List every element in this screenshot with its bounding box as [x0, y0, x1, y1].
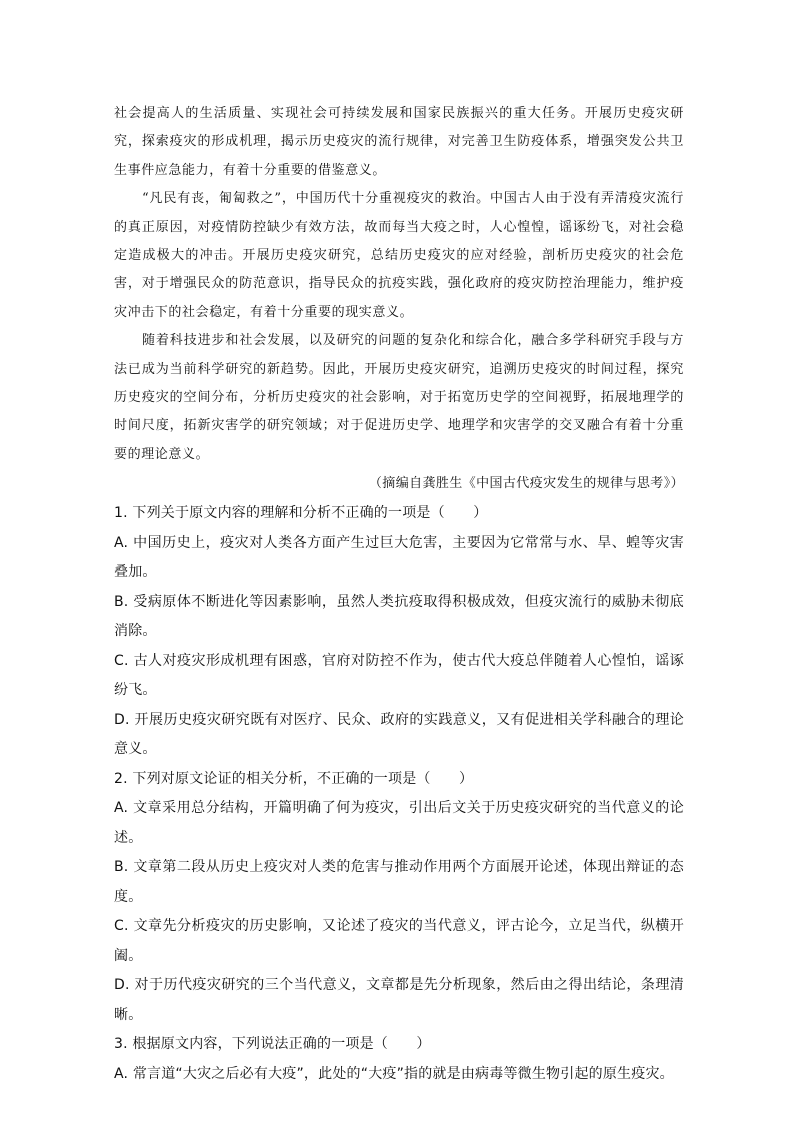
question-1-option-c: C. 古人对疫灾形成机理有困惑，官府对防控不作为，使古代大疫总伴随着人心惶怕，谣诼纷飞。	[114, 652, 684, 699]
question-2-option-b: B. 文章第二段从历史上疫灾对人类的危害与推动作用两个方面展开论述，体现出辩证的态度。	[114, 859, 684, 905]
question-1-option-a: A. 中国历史上，疫灾对人类各方面产生过巨大危害，主要因为它常常与水、旱、蝗等灾害叠加。	[114, 534, 684, 581]
question-1-stem: 1. 下列关于原文内容的理解和分析不正确的一项是（ ）	[114, 505, 488, 522]
question-2-stem: 2. 下列对原文论证的相关分析，不正确的一项是（ ）	[114, 770, 474, 787]
passage-source: （摘编自龚胜生《中国古代疫灾发生的规律与思考》）	[368, 476, 684, 492]
question-1-option-b: B. 受病原体不断进化等因素影响，虽然人类抗疫取得积极成效，但疫灾流行的威胁未彻底消除。	[114, 593, 684, 640]
questions	[114, 499, 684, 1089]
passage-paragraph-1: 社会提高人的生活质量、实现社会可持续发展和国家民族振兴的重大任务。开展历史疫灾研究，探索疫灾的形成机理，揭示历史疫灾的流行规律，对完善卫生防疫体系，增强突发公共卫生事件应急能力，有着十分重要的借鉴意义。	[114, 106, 684, 178]
reading-passage	[114, 100, 684, 469]
question-2-option-a: A. 文章采用总分结构，开篇明确了何为疫灾，引出后文关于历史疫灾研究的当代意义的论述。	[114, 800, 684, 846]
passage-paragraph-2: “凡民有丧，匍匐救之”，中国历代十分重视疫灾的救治。中国古人由于没有弄清疫灾流行的真正原因，对疫情防控缺少有效方法，故而每当大疫之时，人心惶惶，谣诼纷飞，对社会稳定造成极大的冲击。开展历史疫灾研究，总结历史疫灾的应对经验，剖析历史疫灾的社会危害，对于增强民众的防范意识，指导民众的抗疫实践，强化政府的疫灾防控治理能力，维护疫灾冲击下的社会稳定，有着十分重要的现实意义。	[114, 191, 684, 320]
passage-paragraph-3: 随着科技进步和社会发展，以及研究的问题的复杂化和综合化，融合多学科研究手段与方法已成为当前科学研究的新趋势。因此，开展历史疫灾研究，追溯历史疫灾的时间过程，探究历史疫灾的空间分布，分析历史疫灾的社会影响，对于拓宽历史学的空间视野，拓展地理学的时间尺度，拓新灾害学的研究领域；对于促进历史学、地理学和灾害学的交叉融合有着十分重要的理论意义。	[114, 333, 684, 462]
question-1-option-d: D. 开展历史疫灾研究既有对医疗、民众、政府的实践意义，又有促进相关学科融合的理论意义。	[114, 711, 684, 758]
question-2-option-d: D. 对于历代疫灾研究的三个当代意义，文章都是先分析现象，然后由之得出结论，条理清晰。	[114, 977, 684, 1023]
document-page	[114, 100, 684, 1089]
question-3-stem: 3. 根据原文内容，下列说法正确的一项是（ ）	[114, 1036, 431, 1053]
question-2-option-c: C. 文章先分析疫灾的历史影响，又论述了疫灾的当代意义，评古论今，立足当代，纵横开阖。	[114, 918, 684, 964]
question-3-option-a: A. 常言道“大灾之后必有大疫”，此处的“大疫”指的就是由病毒等微生物引起的原生疫灾。	[114, 1065, 674, 1082]
